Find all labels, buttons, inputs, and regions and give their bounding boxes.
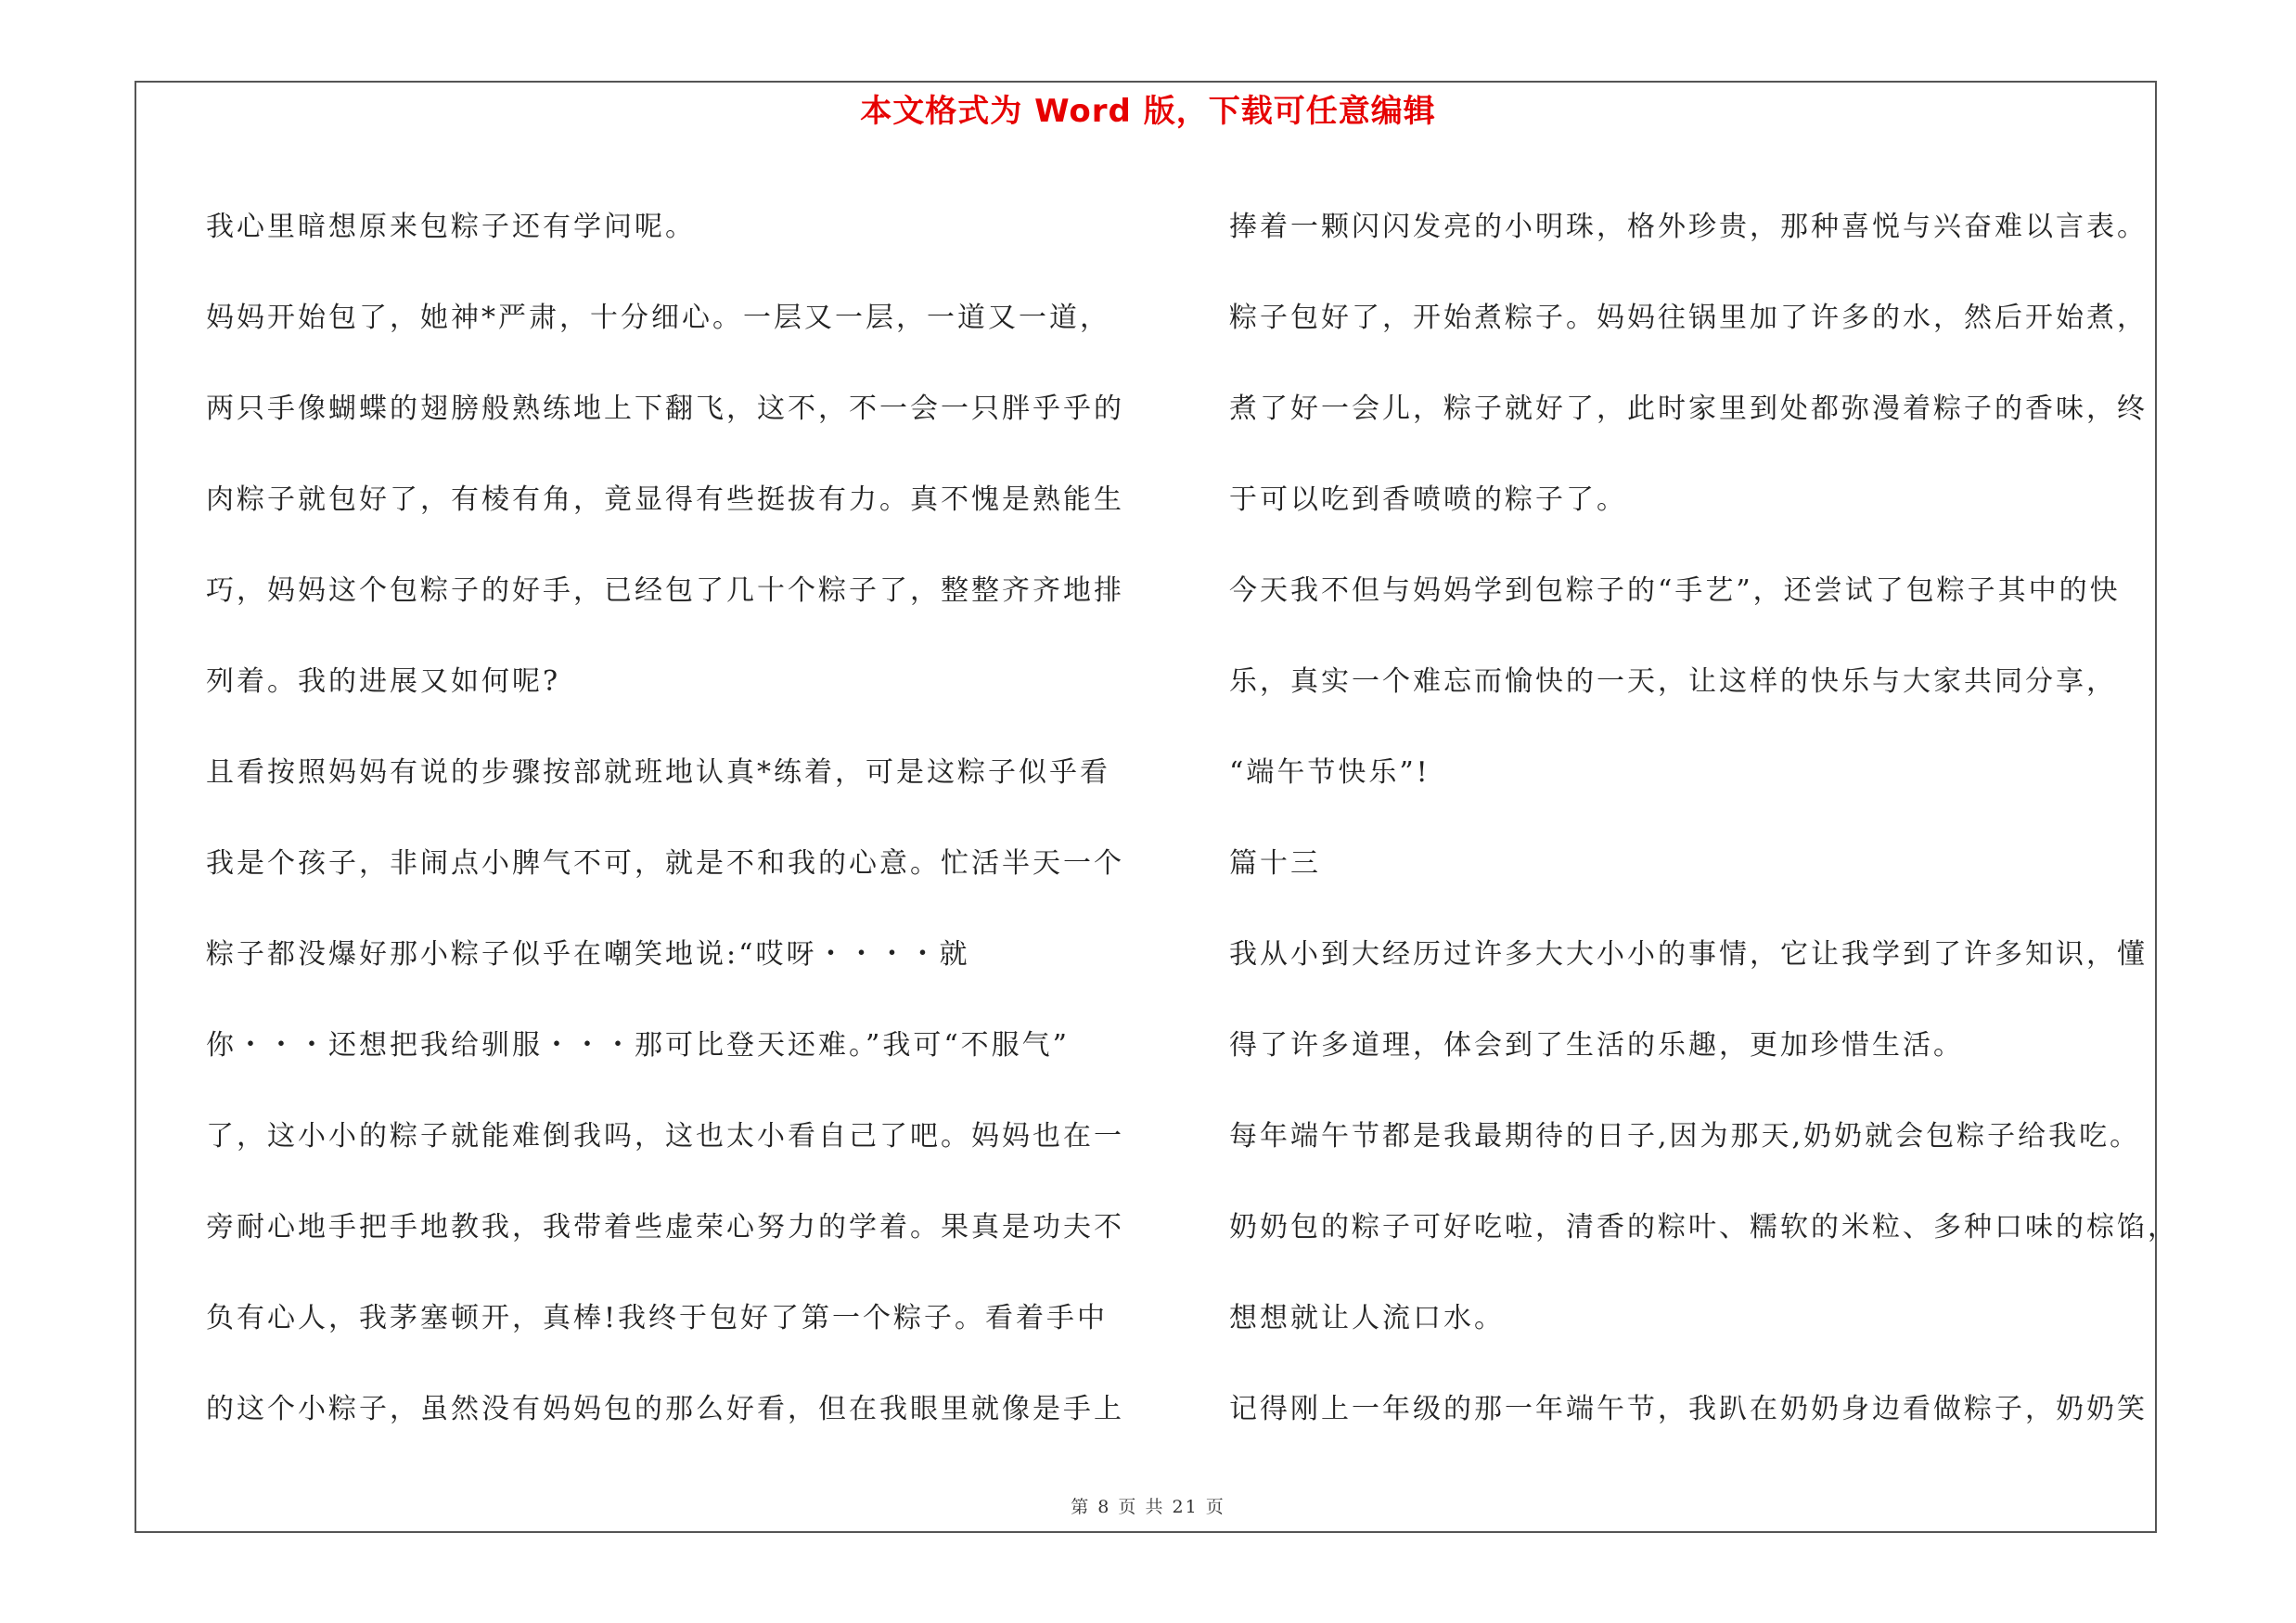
text-line: 我是个孩子，非闹点小脾气不可，就是不和我的心意。忙活半天一个 xyxy=(206,847,1124,880)
text-line: 记得刚上一年级的那一年端午节，我趴在奶奶身边看做粽子，奶奶笑 xyxy=(1229,1393,2148,1425)
text-line: 奶奶包的粽子可好吃啦，清香的粽叶、糯软的米粒、多种口味的棕馅， xyxy=(1229,1211,2178,1243)
header-banner: 本文格式为 Word 版，下载可任意编辑 xyxy=(860,93,1436,130)
text-line: 得了许多道理，体会到了生活的乐趣，更加珍惜生活。 xyxy=(1229,1029,1964,1062)
text-line: 想想就让人流口水。 xyxy=(1229,1302,1505,1334)
text-line: 篇十三 xyxy=(1229,847,1321,880)
text-line: “端午节快乐”! xyxy=(1229,756,1430,789)
text-line: 于可以吃到香喷喷的粽子了。 xyxy=(1229,483,1627,516)
text-line: 妈妈开始包了，她神*严肃，十分细心。一层又一层，一道又一道， xyxy=(206,302,1110,334)
text-line: 每年端午节都是我最期待的日子,因为那天,奶奶就会包粽子给我吃。 xyxy=(1229,1120,2141,1153)
text-line: 肉粽子就包好了，有棱有角，竟显得有些挺拔有力。真不愧是熟能生 xyxy=(206,483,1124,516)
right-text-column xyxy=(1229,182,2178,1455)
text-line: 我从小到大经历过许多大大小小的事情，它让我学到了许多知识，懂 xyxy=(1229,938,2148,971)
text-line: 煮了好一会儿，粽子就好了，此时家里到处都弥漫着粽子的香味，终 xyxy=(1229,393,2148,425)
text-line: 了，这小小的粽子就能难倒我吗，这也太小看自己了吧。妈妈也在一 xyxy=(206,1120,1124,1153)
text-line: 列着。我的进展又如何呢? xyxy=(206,665,561,698)
left-text-column xyxy=(206,182,1143,1455)
text-line: 今天我不但与妈妈学到包粽子的“手艺”，还尝试了包粽子其中的快 xyxy=(1229,574,2121,607)
text-line: 巧，妈妈这个包粽子的好手，已经包了几十个粽子了，整整齐齐地排 xyxy=(206,574,1124,607)
text-line: 乐，真实一个难忘而愉快的一天，让这样的快乐与大家共同分享， xyxy=(1229,665,2117,698)
text-line: 两只手像蝴蝶的翅膀般熟练地上下翻飞，这不，不一会一只胖乎乎的 xyxy=(206,393,1124,425)
text-line: 且看按照妈妈有说的步骤按部就班地认真*练着，可是这粽子似乎看 xyxy=(206,756,1110,789)
text-line: 你・・・还想把我给驯服・・・那可比登天还难。”我可“不服气” xyxy=(206,1029,1071,1062)
text-line: 粽子包好了，开始煮粽子。妈妈往锅里加了许多的水，然后开始煮， xyxy=(1229,302,2148,334)
text-line: 我心里暗想原来包粽子还有学问呢。 xyxy=(206,211,696,243)
text-line: 的这个小粽子，虽然没有妈妈包的那么好看，但在我眼里就像是手上 xyxy=(206,1393,1124,1425)
text-line: 旁耐心地手把手地教我，我带着些虚荣心努力的学着。果真是功夫不 xyxy=(206,1211,1124,1243)
text-line: 负有心人，我茅塞顿开，真棒!我终于包好了第一个粽子。看着手中 xyxy=(206,1302,1109,1334)
page-number-footer: 第 8 页 共 21 页 xyxy=(1071,1497,1225,1517)
text-line: 捧着一颗闪闪发亮的小明珠，格外珍贵，那种喜悦与兴奋难以言表。 xyxy=(1229,211,2148,243)
text-line: 粽子都没爆好那小粽子似乎在嘲笑地说:“哎呀・・・・就 xyxy=(206,938,970,971)
